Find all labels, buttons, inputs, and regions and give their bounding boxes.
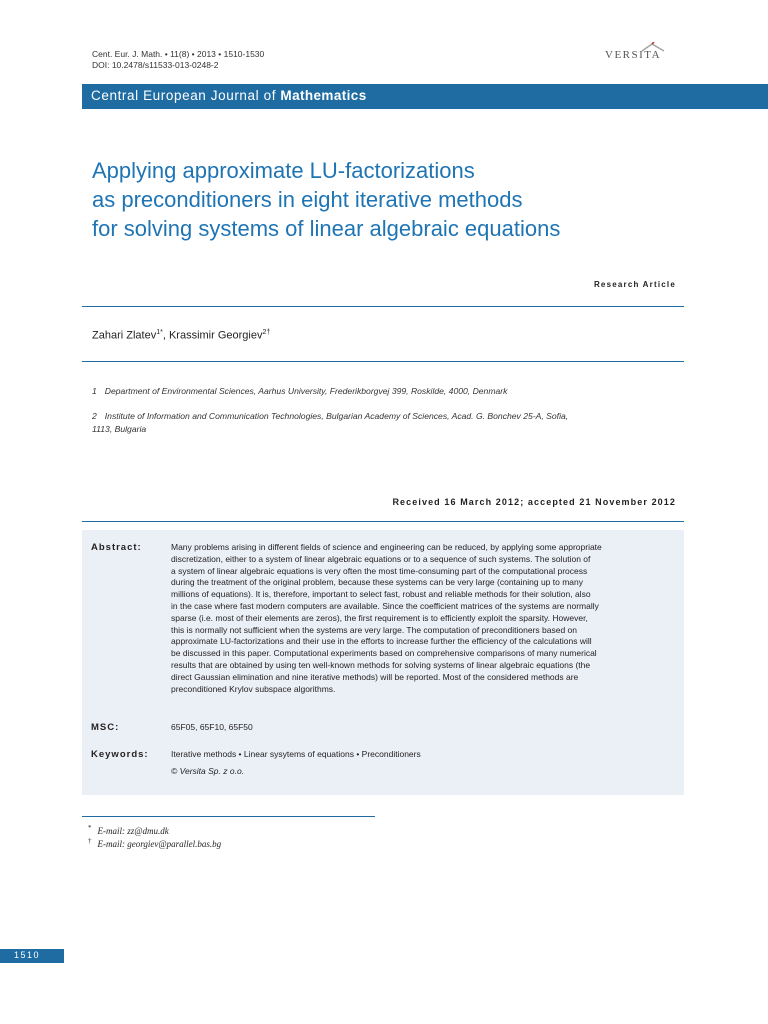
divider xyxy=(82,306,684,307)
page-number-box xyxy=(0,949,64,963)
affiliation-number: 2 xyxy=(92,411,97,421)
publisher-logo xyxy=(600,42,680,64)
journal-name-prefix: Central European Journal of xyxy=(91,88,277,103)
keywords-label: Keywords: xyxy=(91,749,149,760)
abstract-line: in the case where fast modern computers are available. Since the coefficient matrices of the systems are normally xyxy=(171,600,599,611)
author-name: Krassimir Georgiev xyxy=(168,329,263,342)
abstract-line: approximate LU-factorizations and their use in the efforts to increase further the efficiency of the calculations will xyxy=(171,636,592,647)
article-type: Research Article xyxy=(593,280,676,289)
abstract-line: Many problems arising in different fields of science and engineering can be reduced, by applying some appropriate xyxy=(171,542,602,552)
author-separator: , xyxy=(162,329,169,342)
journal-name-bold: Mathematics xyxy=(280,88,367,103)
title-line: for solving systems of linear algebraic equations xyxy=(92,216,561,241)
abstract-line: direct Gaussian elimination and nine iterative methods) will be reported. Most of the considered methods are xyxy=(171,671,579,682)
footnote-text: E-mail: georgiev@parallel.bas.bg xyxy=(97,839,222,849)
journal-name xyxy=(91,88,367,103)
authors xyxy=(92,329,270,342)
abstract-line: this is normally not sufficient when the systems are very large. The computation of preconditioners based on xyxy=(171,624,578,635)
abstract-box xyxy=(82,530,684,795)
footnote xyxy=(88,837,221,849)
abstract-line: during the treatment of the original problem, because these systems can be very large (containing up to many xyxy=(171,577,584,588)
msc-label: MSC: xyxy=(91,722,120,733)
affiliation-text: Department of Environmental Sciences, Aarhus University, Frederikborgvej 399, Roskilde, 4000, Denmark xyxy=(104,386,508,396)
journal-banner xyxy=(82,84,768,109)
author-marks: 1* xyxy=(156,329,163,336)
publisher-logo-text: VERSITA xyxy=(605,49,662,61)
citation xyxy=(92,49,264,71)
received-dates: Received 16 March 2012; accepted 21 November 2012 xyxy=(392,497,676,507)
abstract-label: Abstract: xyxy=(91,542,142,553)
abstract-line: a system of linear algebraic equations is very often the most time-consuming part of the computational process xyxy=(171,565,588,576)
doi-line: DOI: 10.2478/s11533-013-0248-2 xyxy=(92,60,219,70)
abstract-text xyxy=(171,542,677,695)
affiliation-number: 1 xyxy=(92,386,97,396)
paper-title xyxy=(92,156,692,243)
copyright: © Versita Sp. z o.o. xyxy=(171,766,245,776)
footnote-mark: † xyxy=(88,837,92,845)
footnote-text: E-mail: zz@dmu.dk xyxy=(97,826,169,836)
author-marks: 2† xyxy=(262,329,271,336)
msc-value: 65F05, 65F10, 65F50 xyxy=(171,722,253,732)
affiliation-text: Institute of Information and Communication Technologies, Bulgarian Academy of Sciences, Acad. G. Bonchev 25-A, Sofia, xyxy=(104,411,569,421)
author-name: Zahari Zlatev xyxy=(92,329,157,342)
footnote-mark: * xyxy=(88,824,92,832)
affiliation xyxy=(92,385,672,398)
title-line: as preconditioners in eight iterative methods xyxy=(92,187,523,212)
footnote xyxy=(88,824,169,836)
citation-line: Cent. Eur. J. Math. • 11(8) • 2013 • 1510-1530 xyxy=(92,49,265,59)
abstract-line: millions of equations). It is, therefore, important to select fast, robust and reliable methods for their solution, also xyxy=(171,589,591,600)
abstract-line: preconditioned Krylov subspace algorithms. xyxy=(171,683,336,694)
keywords-value: Iterative methods • Linear sysytems of equations • Preconditioners xyxy=(171,749,421,759)
title-line: Applying approximate LU-factorizations xyxy=(92,158,475,183)
abstract-line: discretization, either to a system of linear algebraic equations or to a sequence of such systems. The solution of xyxy=(171,553,591,564)
divider xyxy=(82,361,684,362)
abstract-line: be discussed in this paper. Computational experiments based on comprehensive comparisons of many numerical xyxy=(171,648,597,659)
divider xyxy=(82,521,684,522)
affiliation-text: 1113, Bulgaria xyxy=(92,424,147,434)
affiliation xyxy=(92,410,672,436)
footnote-rule xyxy=(82,816,375,817)
page-number: 1510 xyxy=(14,950,41,960)
abstract-line: results that are obtained by using ten well-known methods for solving systems of linear algebraic equations (the xyxy=(171,659,591,670)
abstract-line: sparse (i.e. most of their elements are zeros), the first requirement is to efficiently exploit the sparsity. However, xyxy=(171,612,588,623)
